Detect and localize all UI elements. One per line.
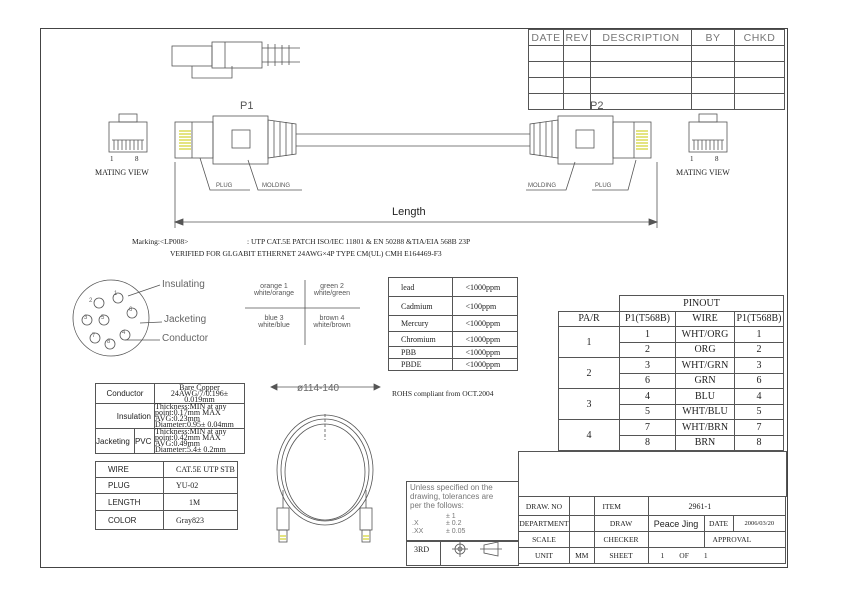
pinout-header-pair: PA/R — [559, 311, 620, 327]
tb-of-label: OF — [679, 551, 689, 560]
tb-item-value: 2961-1 — [648, 497, 785, 516]
marking-line1: : UTP CAT.5E PATCH ISO/IEC 11801 & EN 50288 &TIA/EIA 568B 23P — [247, 237, 471, 246]
pinout-p1: 5 — [620, 404, 676, 420]
wire-value: CAT.5E UTP STB — [164, 462, 238, 478]
tolerance-r1: ± 1 — [446, 513, 456, 520]
rohs-note: ROHS compliant from OCT.2004 — [392, 389, 494, 398]
pair-2-color — [306, 283, 358, 297]
pinout-p2: 1 — [735, 327, 784, 343]
pinout-wire: BLU — [676, 389, 735, 405]
pinout-pair: 4 — [559, 420, 620, 451]
plug-perspective-icon — [172, 42, 300, 78]
tb-date-label: DATE — [704, 516, 733, 532]
tb-draw-value: Peace Jing — [648, 516, 704, 532]
pinout-p1: 2 — [620, 342, 676, 358]
tolerance-line1: Unless specified on the — [410, 483, 493, 492]
pinout-p1: 8 — [620, 435, 676, 451]
plug-value: YU-02 — [164, 478, 238, 494]
pinout-header-p1: P1(T568B) — [620, 311, 676, 327]
pinout-wire: ORG — [676, 342, 735, 358]
tolerance-r2a: .X — [412, 520, 419, 527]
pinout-wire: WHT/BRN — [676, 420, 735, 436]
rohs-table — [388, 277, 518, 371]
pair-3-line2: white/blue — [258, 322, 290, 329]
tb-sheet-cell — [648, 548, 785, 564]
coiled-cable-icon — [271, 384, 380, 542]
wire-label: WIRE — [96, 462, 164, 478]
insulating-label: Insulating — [162, 279, 205, 290]
rohs-limit: <1000ppm — [453, 332, 518, 347]
pair-1-line1: orange 1 — [260, 283, 288, 290]
pair-4-line1: brown 4 — [319, 315, 345, 322]
spec-insulation-label: Insulation — [96, 404, 155, 429]
pair-1-color — [248, 283, 300, 297]
pinout-p1: 7 — [620, 420, 676, 436]
pinout-pair: 3 — [559, 389, 620, 420]
mating-view-right-icon — [689, 114, 727, 152]
title-block-top — [518, 451, 787, 497]
tb-item-label: ITEM — [594, 497, 648, 516]
tolerance-r3b: ± 0.05 — [446, 528, 466, 535]
length-label: Length — [392, 206, 426, 218]
marking-prefix: Marking:<LP008> — [132, 237, 189, 246]
molding-label-left: MOLDING — [262, 183, 291, 189]
tb-unit-label: UNIT — [519, 548, 570, 564]
pinout-header-wire: WIRE — [676, 311, 735, 327]
coil-diameter-label: ø114-140 — [297, 383, 340, 394]
rohs-name: Mercury — [389, 316, 453, 332]
pin-left-1: 1 — [110, 155, 114, 163]
pair-4-color — [306, 315, 358, 329]
rohs-name: PBDE — [389, 359, 453, 371]
rohs-limit: <1000ppm — [453, 278, 518, 297]
spec-conductor-label: Conductor — [96, 384, 155, 404]
pinout-title: PINOUT — [620, 296, 784, 312]
rev-header-date: DATE — [529, 30, 564, 46]
pinout-wire: WHT/BLU — [676, 404, 735, 420]
rohs-name: lead — [389, 278, 453, 297]
pinout-p2: 6 — [735, 373, 784, 389]
p1-label: P1 — [240, 100, 254, 112]
jacketing-label: Jacketing — [164, 314, 207, 325]
length-value: 1M — [164, 494, 238, 511]
rohs-limit: <100ppm — [453, 297, 518, 316]
mating-view-left-label: MATING VIEW — [95, 168, 149, 177]
tb-department-label: DEPARTMENT — [519, 516, 570, 532]
pinout-wire: GRN — [676, 373, 735, 389]
rohs-limit: <1000ppm — [453, 347, 518, 359]
pinout-wire: WHT/ORG — [676, 327, 735, 343]
pinout-p1: 1 — [620, 327, 676, 343]
pair-1-line2: white/orange — [253, 290, 295, 297]
pair-label: 8 — [107, 339, 111, 345]
pinout-p1: 4 — [620, 389, 676, 405]
title-block — [518, 496, 786, 564]
pinout-table — [558, 295, 784, 451]
pair-label: 5 — [101, 315, 105, 321]
pin-right-8: 8 — [715, 155, 719, 163]
spec-jacketing-value: Thickness:MIN at any point:0.42mm MAX AVG:0.49mm Diameter:5.4± 0.2mm — [155, 429, 245, 454]
pinout-p2: 3 — [735, 358, 784, 374]
pinout-wire: WHT/GRN — [676, 358, 735, 374]
rohs-limit: <1000ppm — [453, 316, 518, 332]
pin-left-8: 8 — [135, 155, 139, 163]
tb-of-value: 1 — [703, 551, 708, 560]
tolerance-line3: per the follows: — [410, 501, 464, 510]
pinout-pair: 2 — [559, 358, 620, 389]
tb-sheet-label: SHEET — [594, 548, 648, 564]
spec-jacketing-material: PVC — [134, 429, 154, 454]
length-label: LENGTH — [96, 494, 164, 511]
spec-table — [95, 383, 245, 454]
pair-2-line2: white/green — [313, 290, 351, 297]
pinout-p2: 7 — [735, 420, 784, 436]
tb-unit-value: MM — [570, 548, 595, 564]
tolerance-line2: drawing, tolerances are — [410, 492, 494, 501]
mating-view-right-label: MATING VIEW — [676, 168, 730, 177]
rev-header-description: DESCRIPTION — [591, 30, 692, 46]
pinout-p2: 5 — [735, 404, 784, 420]
pair-label: 2 — [89, 298, 93, 304]
tb-sheet-value: 1 — [660, 551, 665, 560]
rohs-name: Chromium — [389, 332, 453, 347]
pinout-p2: 4 — [735, 389, 784, 405]
color-label: COLOR — [96, 511, 164, 530]
pinout-p1: 6 — [620, 373, 676, 389]
pinout-wire: BRN — [676, 435, 735, 451]
rev-header-chkd: CHKD — [735, 30, 785, 46]
pinout-p2: 8 — [735, 435, 784, 451]
tolerance-r3a: .XX — [412, 528, 424, 535]
color-value: Gray823 — [164, 511, 238, 530]
tb-draw-no-label: DRAW. NO — [519, 497, 570, 516]
pair-label: 1 — [114, 291, 118, 297]
projection-label: 3RD — [414, 545, 430, 554]
tolerance-r2b: ± 0.2 — [446, 520, 462, 527]
pair-label: 3 — [84, 315, 88, 321]
p2-label: P2 — [590, 100, 604, 112]
pinout-pair: 1 — [559, 327, 620, 358]
tb-approval-label: APPROVAL — [704, 532, 785, 548]
plug-label-left: PLUG — [216, 183, 233, 189]
molding-label-right: MOLDING — [528, 183, 557, 189]
pin-right-1: 1 — [690, 155, 694, 163]
pinout-p2: 2 — [735, 342, 784, 358]
tolerance-text — [410, 483, 493, 510]
spec-insulation-value: Thickness:MIN at any point:0.17mm MAX AVG:0.23mm Diameter:0.95± 0.04mm — [155, 404, 245, 429]
mating-view-left-icon — [109, 114, 147, 152]
wire-table — [95, 461, 238, 530]
projection-symbol-box — [439, 540, 519, 566]
spec-jacketing-label: Jacketing — [96, 429, 135, 454]
conductor-label: Conductor — [162, 333, 209, 344]
plug-label-right: PLUG — [595, 183, 612, 189]
connector-p1-icon — [175, 116, 530, 164]
p1-contacts-icon — [179, 131, 191, 149]
connector-p2-icon — [530, 116, 651, 164]
rohs-name: PBB — [389, 347, 453, 359]
plug-label: PLUG — [96, 478, 164, 494]
pinout-p1: 3 — [620, 358, 676, 374]
pair-3-line1: blue 3 — [264, 315, 284, 322]
spec-conductor-value: Bare Copper 24AWG/7/0.196± 0.019mm — [155, 384, 245, 404]
pair-label: 4 — [122, 330, 126, 336]
p2-contacts-icon — [636, 131, 648, 149]
tb-scale-label: SCALE — [519, 532, 570, 548]
rev-header-by: BY — [692, 30, 735, 46]
pair-3-color — [248, 315, 300, 329]
rohs-limit: <1000ppm — [453, 359, 518, 371]
pair-4-line2: white/brown — [313, 322, 351, 329]
rohs-name: Cadmium — [389, 297, 453, 316]
tb-checker-label: CHECKER — [594, 532, 648, 548]
rev-header-rev: REV — [565, 31, 589, 44]
pair-2-line1: green 2 — [320, 283, 344, 290]
pair-label: 7 — [92, 333, 96, 339]
pinout-header-p2: P1(T568B) — [735, 311, 784, 327]
pair-label: 6 — [129, 307, 133, 313]
tb-date-value: 2006/03/20 — [733, 516, 785, 532]
marking-line2: VERIFIED FOR GLGABIT ETHERNET 24AWG×4P TYPE CM(UL) CMH E164469-F3 — [170, 249, 442, 258]
tb-draw-label: DRAW — [594, 516, 648, 532]
